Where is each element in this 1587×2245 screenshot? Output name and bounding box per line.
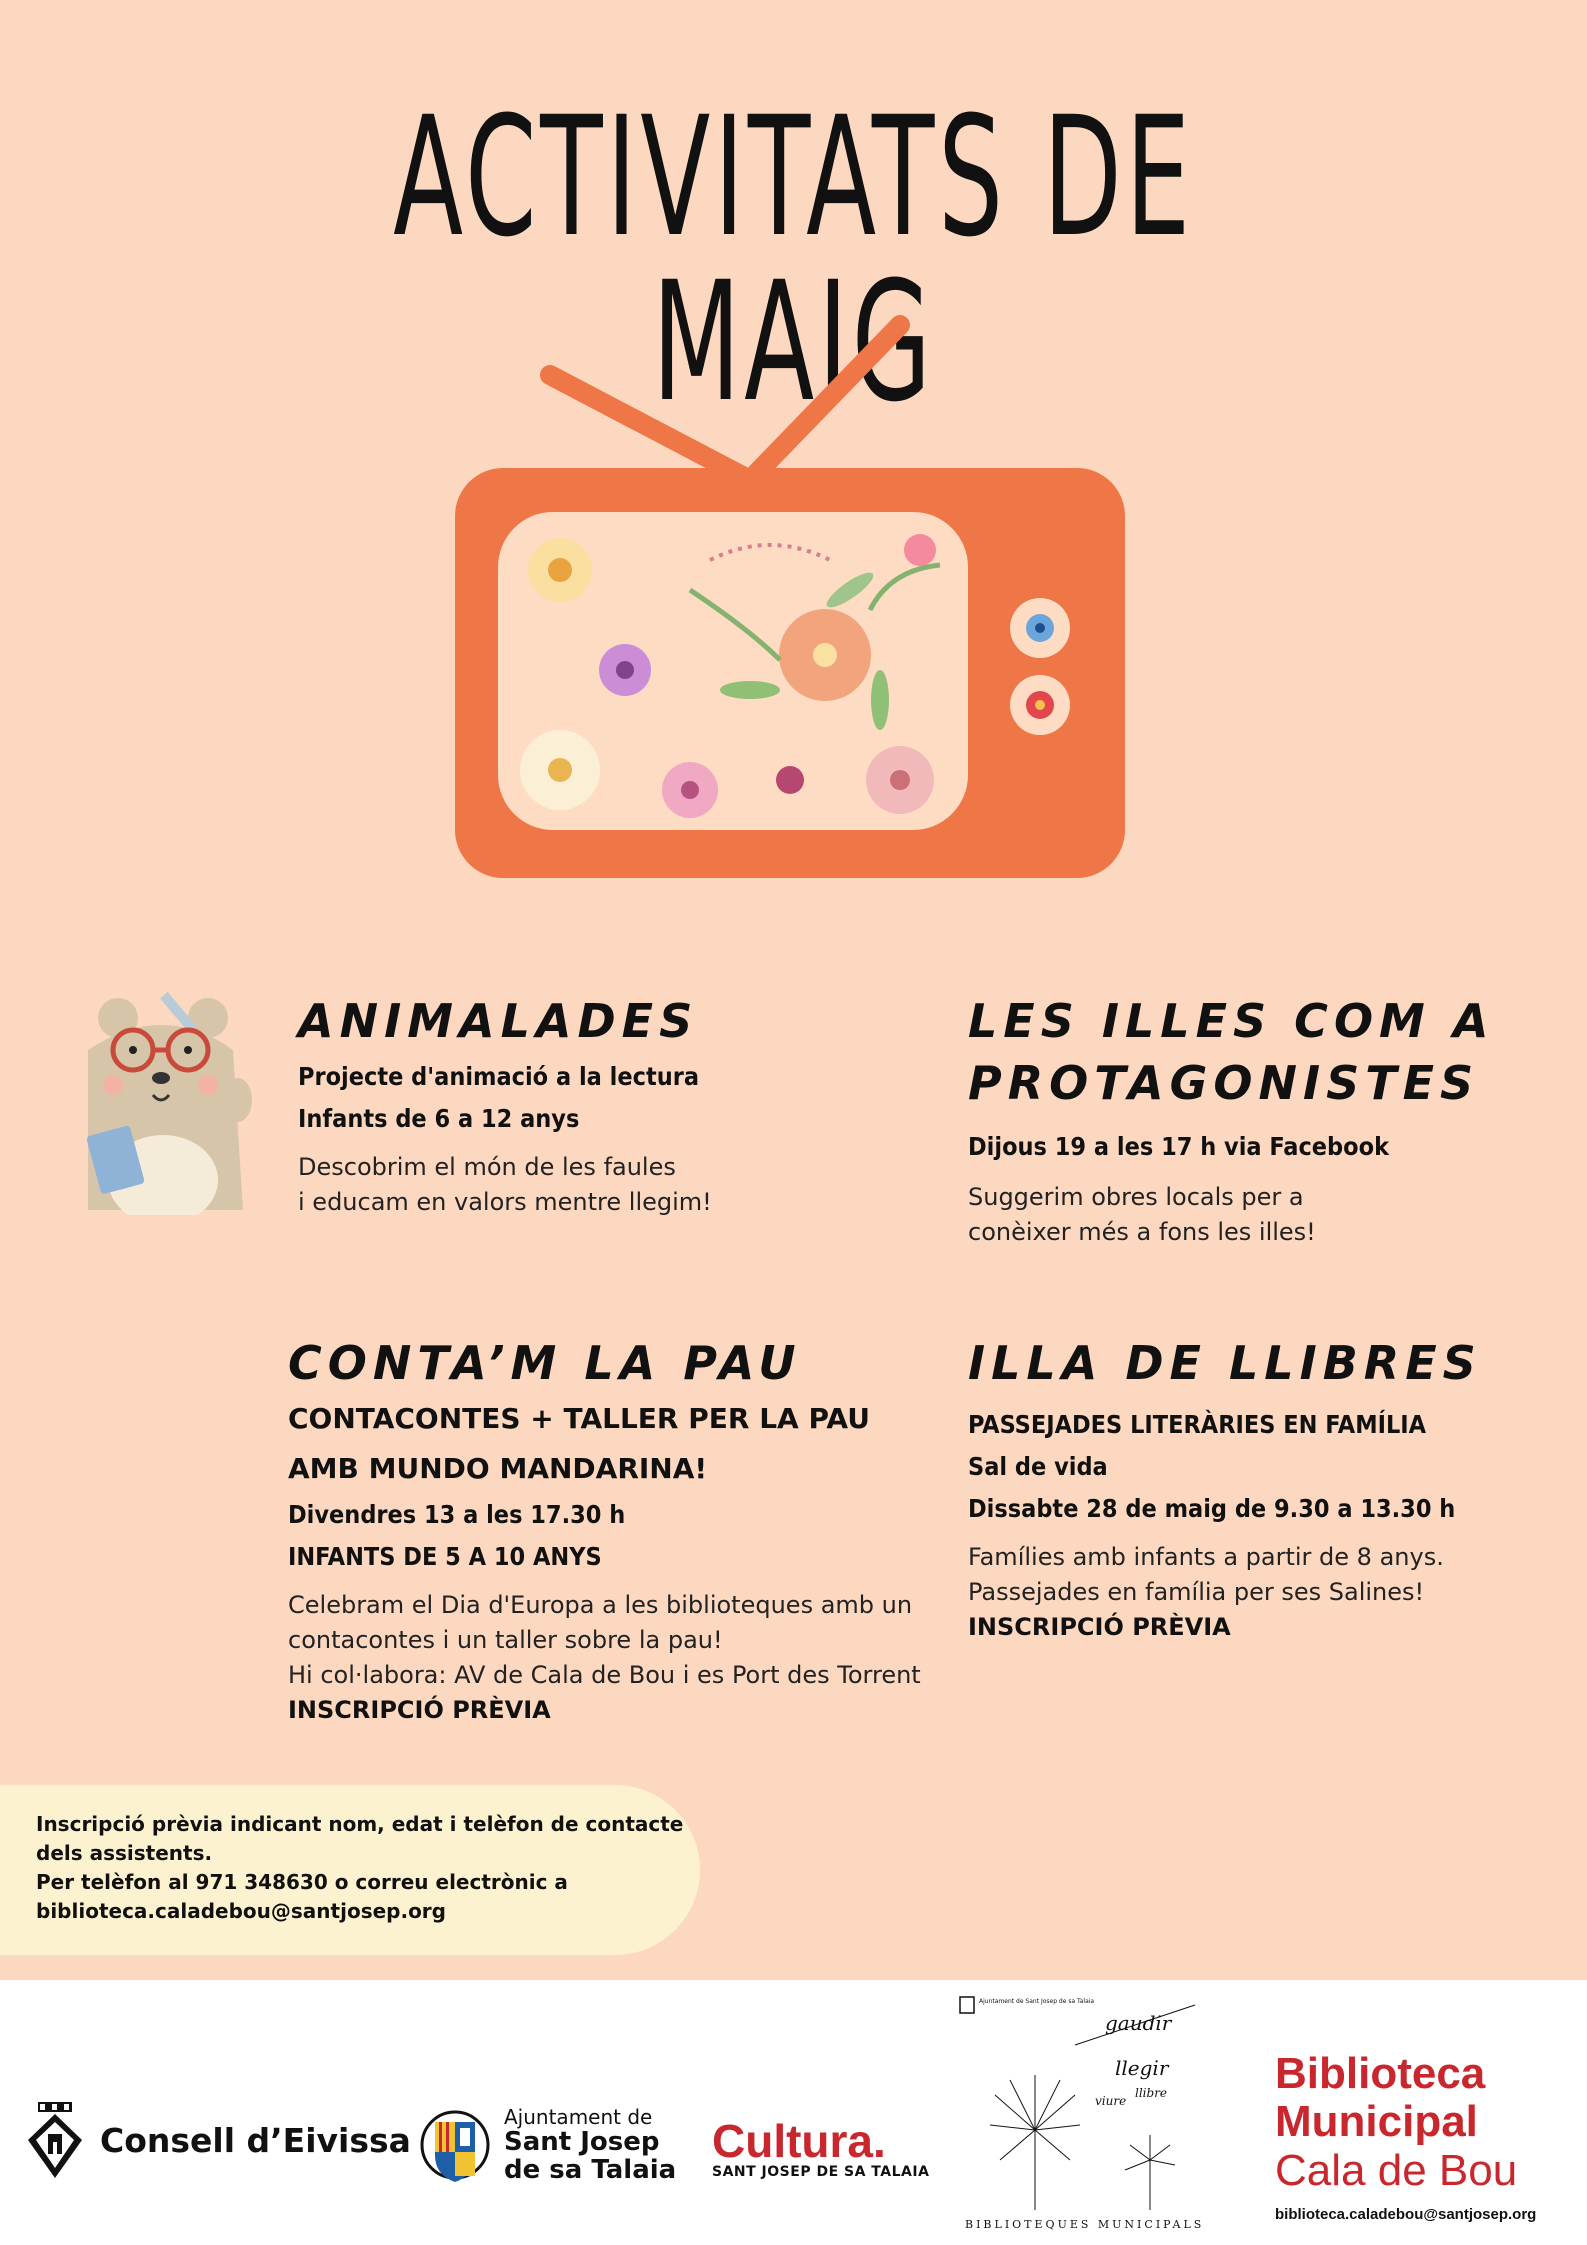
illa-inscripcio: INSCRIPCIÓ PRÈVIA (968, 1613, 1231, 1641)
illes-line1: Dijous 19 a les 17 h via Facebook (968, 1132, 1390, 1161)
ajuntament-logo (420, 2100, 676, 2190)
consell-crest-icon (24, 2100, 86, 2180)
biblioteques-municipals-logo (955, 1985, 1210, 2235)
cultura-subtitle: SANT JOSEP DE SA TALAIA (712, 2164, 930, 2180)
animalades-desc1: Descobrim el món de les faules (298, 1153, 676, 1181)
ajuntament-name-2: de sa Talaia (504, 2155, 677, 2185)
info-line3: Per telèfon al 971 348630 o correu electrònic a (36, 1870, 568, 1894)
bib-word-gaudir: gaudir (1105, 2011, 1172, 2035)
animalades-section (298, 990, 898, 1220)
contam-line3: Divendres 13 a les 17.30 h (288, 1500, 626, 1529)
animalades-line2: Infants de 6 a 12 anys (298, 1104, 580, 1133)
info-line2: dels assistents. (36, 1841, 213, 1865)
ajuntament-name-1: Sant Josep (504, 2127, 660, 2157)
bcb-line3: Cala de Bou (1275, 2146, 1518, 2195)
contam-line4: INFANTS DE 5 A 10 ANYS (288, 1542, 602, 1571)
contam-desc1: Celebram el Dia d'Europa a les biblioteques amb un (288, 1591, 913, 1619)
registration-info-text (36, 1810, 696, 1926)
bib-word-llibre: llibre (1135, 2086, 1168, 2100)
dandelion-icon (955, 1985, 1210, 2215)
contam-heading: CONTA’M LA PAU (288, 1336, 802, 1390)
illa-desc1: Famílies amb infants a partir de 8 anys. (968, 1543, 1444, 1571)
info-line1: Inscripció prèvia indicant nom, edat i telèfon de contacte (36, 1812, 684, 1836)
info-email: biblioteca.caladebou@santjosep.org (36, 1899, 446, 1923)
page-title: ACTIVITATS DE MAIG (393, 81, 1194, 438)
contam-desc3: Hi col·labora: AV de Cala de Bou i es Port des Torrent (288, 1661, 921, 1689)
illa-line3: Dissabte 28 de maig de 9.30 a 13.30 h (968, 1494, 1456, 1523)
ajuntament-crest-icon (420, 2100, 490, 2190)
tv-illustration (450, 310, 1130, 880)
contam-desc2: contacontes i un taller sobre la pau! (288, 1626, 723, 1654)
illa-section (968, 1332, 1568, 1645)
contam-line1: CONTACONTES + TALLER PER LA PAU (288, 1402, 870, 1435)
bcb-line2: Municipal (1275, 2097, 1478, 2146)
bib-word-llegir: llegir (1115, 2056, 1169, 2080)
animalades-desc2: i educam en valors mentre llegim! (298, 1188, 712, 1216)
illa-heading: ILLA DE LLIBRES (968, 1336, 1482, 1390)
illa-desc2: Passejades en família per ses Salines! (968, 1578, 1425, 1606)
bear-reading-illustration (78, 990, 253, 1215)
animalades-heading: ANIMALADES (298, 994, 699, 1048)
contam-line2: AMB MUNDO MANDARINA! (288, 1452, 708, 1485)
illes-section (968, 990, 1568, 1250)
ajuntament-label: Ajuntament de (504, 2105, 653, 2129)
illa-line1: PASSEJADES LITERÀRIES EN FAMÍLIA (968, 1410, 1427, 1439)
animalades-line1: Projecte d'animació a la lectura (298, 1062, 699, 1091)
cultura-logo (712, 2115, 930, 2180)
bcb-line1: Biblioteca (1275, 2049, 1486, 2098)
bib-word-viure: viure (1095, 2094, 1127, 2108)
bib-caption: BIBLIOTEQUES MUNICIPALS (965, 2218, 1205, 2231)
consell-eivissa-logo (24, 2100, 411, 2180)
illes-desc2: conèixer més a fons les illes! (968, 1218, 1316, 1246)
illes-desc1: Suggerim obres locals per a (968, 1183, 1304, 1211)
contam-inscripcio: INSCRIPCIÓ PRÈVIA (288, 1696, 551, 1724)
contam-section (288, 1332, 928, 1728)
biblioteca-cala-de-bou-logo (1275, 2050, 1536, 2223)
illa-line2: Sal de vida (968, 1452, 1108, 1481)
illes-heading-1: LES ILLES COM A (968, 994, 1495, 1048)
illes-heading-2: PROTAGONISTES (968, 1056, 1480, 1110)
footer-email: biblioteca.caladebou@santjosep.org (1275, 2206, 1537, 2223)
bib-ajuntament-small: Ajuntament de Sant Josep de sa Talaia (979, 1998, 1095, 2005)
consell-name: Consell d’Eivissa (100, 2120, 411, 2160)
cultura-title: Cultura. (712, 2115, 886, 2167)
